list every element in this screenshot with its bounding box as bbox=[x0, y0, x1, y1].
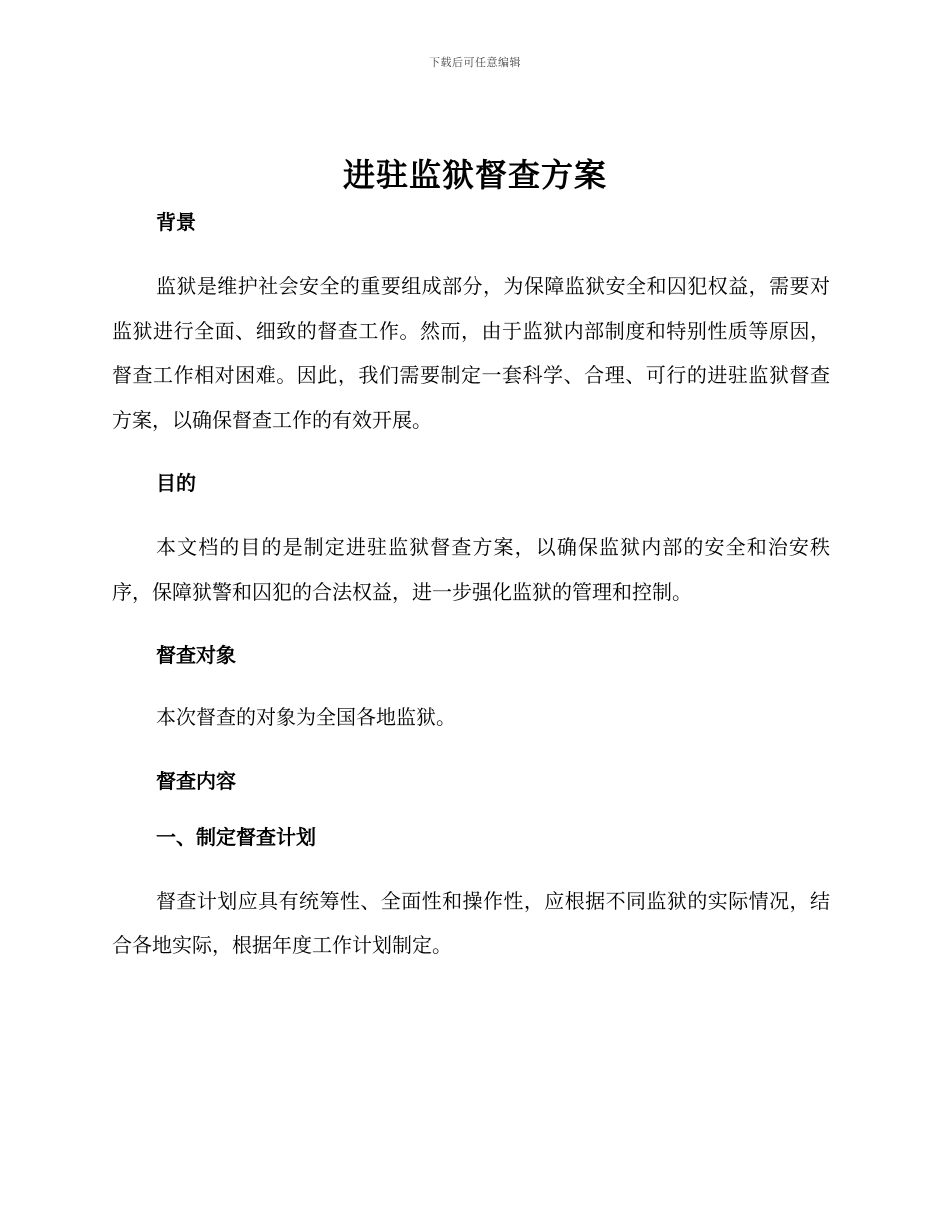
document-body bbox=[112, 206, 830, 968]
section-heading-plan: 一、制定督查计划 bbox=[156, 824, 316, 849]
section-heading-purpose: 目的 bbox=[156, 471, 196, 495]
section-heading-object: 督查对象 bbox=[156, 643, 236, 667]
paragraph-plan: 督查计划应具有统筹性、全面性和操作性，应根据不同监狱的实际情况，结合各地实际，根据年度工作计划制定。 bbox=[112, 888, 830, 957]
section-heading-background: 背景 bbox=[156, 210, 196, 234]
document-title: 进驻监狱督查方案 bbox=[342, 156, 607, 194]
paragraph-purpose: 本文档的目的是制定进驻监狱督查方案，以确保监狱内部的安全和治安秩序，保障狱警和囚犯的合法权益，进一步强化监狱的管理和控制。 bbox=[112, 535, 830, 604]
section-heading-content: 督查内容 bbox=[156, 768, 236, 793]
header-note: 下载后可任意编辑 bbox=[429, 56, 521, 69]
paragraph-object: 本次督查的对象为全国各地监狱。 bbox=[156, 705, 456, 729]
paragraph-background: 监狱是维护社会安全的重要组成部分，为保障监狱安全和囚犯权益，需要对监狱进行全面、细致的督查工作。然而，由于监狱内部制度和特别性质等原因，督查工作相对困难。因此，我们需要制定一套科学、合理、可行的进驻监狱督查方案，以确保督查工作的有效开展。 bbox=[112, 274, 830, 432]
